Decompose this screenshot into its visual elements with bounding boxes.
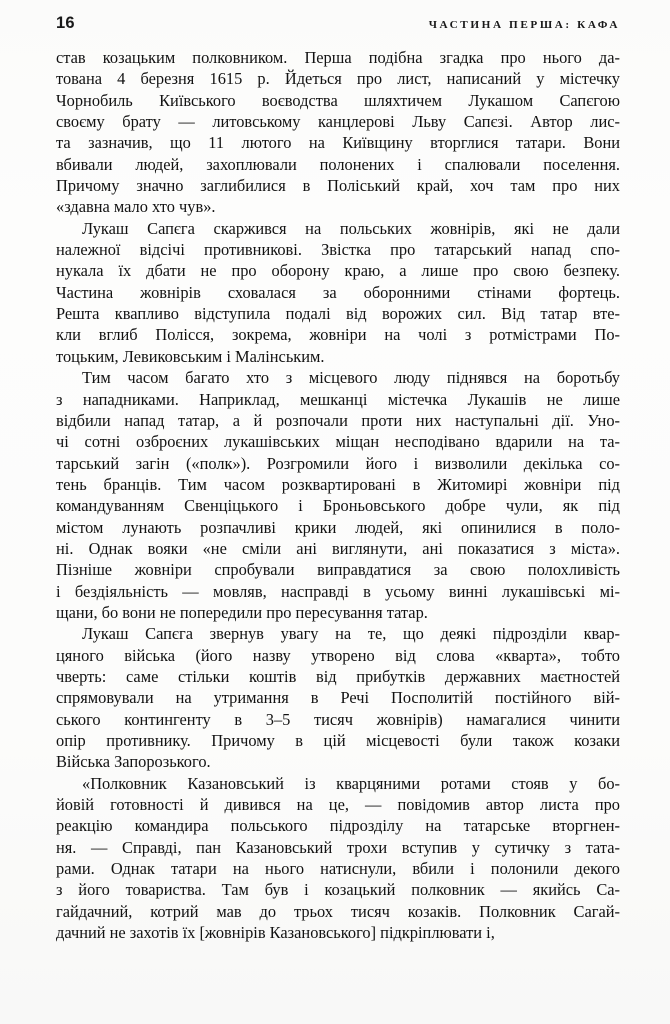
text-line: тоцьким, Левиковським і Малінським. bbox=[56, 346, 325, 366]
text-line: Причому значно заглибилися в Поліський край, хоч там про них bbox=[56, 176, 620, 196]
text-line: Решта квапливо відступила подалі від ворожих сил. Від татар вте- bbox=[56, 304, 620, 324]
text-line: рами. Однак татари на нього натиснули, вбили і полонили декого bbox=[56, 859, 620, 879]
text-line: Лукаш Сапєга скаржився на польських жовнірів, які не дали bbox=[82, 218, 620, 238]
text-line: Лукаш Сапєга звернув увагу на те, що деякі підрозділи квар- bbox=[82, 624, 620, 644]
text-line: ня. — Справді, пан Казановський трохи вступив у сутичку з тата- bbox=[56, 837, 620, 857]
text-line: дачний не захотів їх [жовнірів Казановського] підкріплювати і, bbox=[56, 923, 495, 943]
text-line: відбили напад татар, а й розпочали проти них наступальні дії. Уно- bbox=[56, 410, 620, 430]
text-line: вбивали людей, захоплювали полонених і спалювали поселення. bbox=[56, 154, 620, 174]
text-line: і бездіяльність — мовляв, насправді в усьому винні лукашівські мі- bbox=[56, 581, 620, 601]
text-line: з його товариства. Там був і козацький полковник — якийсь Са- bbox=[56, 880, 620, 900]
text-line: та зазначив, що 11 лютого на Київщину вторглися татари. Вони bbox=[56, 133, 620, 153]
text-line: тень бранців. Тим часом розквартировані в Житомирі жовніри під bbox=[56, 474, 620, 494]
text-line: опір противнику. Причому в цій місцевості були також козаки bbox=[56, 731, 620, 750]
paragraph bbox=[56, 623, 620, 772]
text-line: чі сотні озброєних лукашівських міщан несподівано вдарили на та- bbox=[56, 432, 620, 452]
text-line: гайдачний, котрий мав до трьох тисяч козаків. Полковник Сагай- bbox=[56, 901, 620, 921]
running-head-title: ЧАСТИНА ПЕРША: КАФА bbox=[428, 19, 620, 31]
text-line: кли вглиб Полісся, зокрема, жовніри на чолі з ротмістрами По- bbox=[56, 325, 620, 345]
text-line: нукала їх дбати не про оборону краю, а лише про свою безпеку. bbox=[56, 261, 620, 281]
paragraph bbox=[56, 218, 620, 367]
text-line: «здавна мало хто чув». bbox=[56, 197, 216, 217]
body-text-column bbox=[56, 47, 620, 943]
text-line: тована 4 березня 1615 р. Йдеться про лист, написаний у містечку bbox=[56, 69, 620, 89]
text-line: чверть: саме стільки коштів від прибутків державних маєтностей bbox=[56, 666, 620, 686]
paragraph bbox=[56, 773, 620, 944]
text-line: Війська Запорозького. bbox=[56, 752, 211, 772]
text-line: Тим часом багато хто з місцевого люду піднявся на боротьбу bbox=[82, 368, 620, 388]
text-line: цяного війська (його назву утворено від слова «кварта», тобто bbox=[56, 645, 620, 665]
text-line: належної відсічі противникові. Звістка про татарський напад спо- bbox=[56, 240, 620, 260]
text-line: йовій готовності й дивився на це, — повідомив автор листа про bbox=[56, 795, 620, 815]
text-line: реакцію командира польського підрозділу на татарське вторгнен- bbox=[56, 816, 620, 836]
text-line: «Полковник Казановський із кварцяними ротами стояв у бо- bbox=[82, 773, 620, 793]
text-line: ського контингенту в 3–5 тисяч жовнірів) намагалися чинити bbox=[56, 709, 620, 729]
text-line: став козацьким полковником. Перша подібна згадка про нього да- bbox=[56, 48, 620, 67]
text-line: щани, бо вони не попередили про пересування татар. bbox=[56, 602, 428, 622]
text-line: своєму брату — литовському канцлерові Льву Сапєзі. Автор лис- bbox=[56, 112, 620, 132]
text-line: Пізніше жовніри спробували виправдатися за свою полохливість bbox=[56, 560, 620, 580]
paragraph bbox=[56, 47, 620, 218]
text-line: ні. Однак вояки «не сміли ані виглянути, ані показатися з міста». bbox=[56, 538, 620, 558]
text-line: Чорнобиль Київського воєводства шляхтичем Лукашом Сапєгою bbox=[56, 90, 620, 110]
text-line: містом лунають розпачливі крики людей, які опинилися в поло- bbox=[56, 517, 620, 537]
text-line: з нападниками. Наприклад, мешканці містечка Лукашів не лише bbox=[56, 389, 620, 409]
text-line: тарський загін («полк»). Розгромили його і визволили декілька со- bbox=[56, 453, 620, 473]
text-line: командуванням Свенціцького і Броньовського добре чули, як під bbox=[56, 496, 620, 516]
page-running-header bbox=[56, 14, 620, 38]
page-number: 16 bbox=[56, 14, 75, 32]
paragraph bbox=[56, 367, 620, 623]
text-line: спрямовували на утримання в Речі Посполитій постійного вій- bbox=[56, 688, 620, 708]
text-line: Частина жовнірів сховалася за оборонними стінами фортець. bbox=[56, 282, 620, 302]
